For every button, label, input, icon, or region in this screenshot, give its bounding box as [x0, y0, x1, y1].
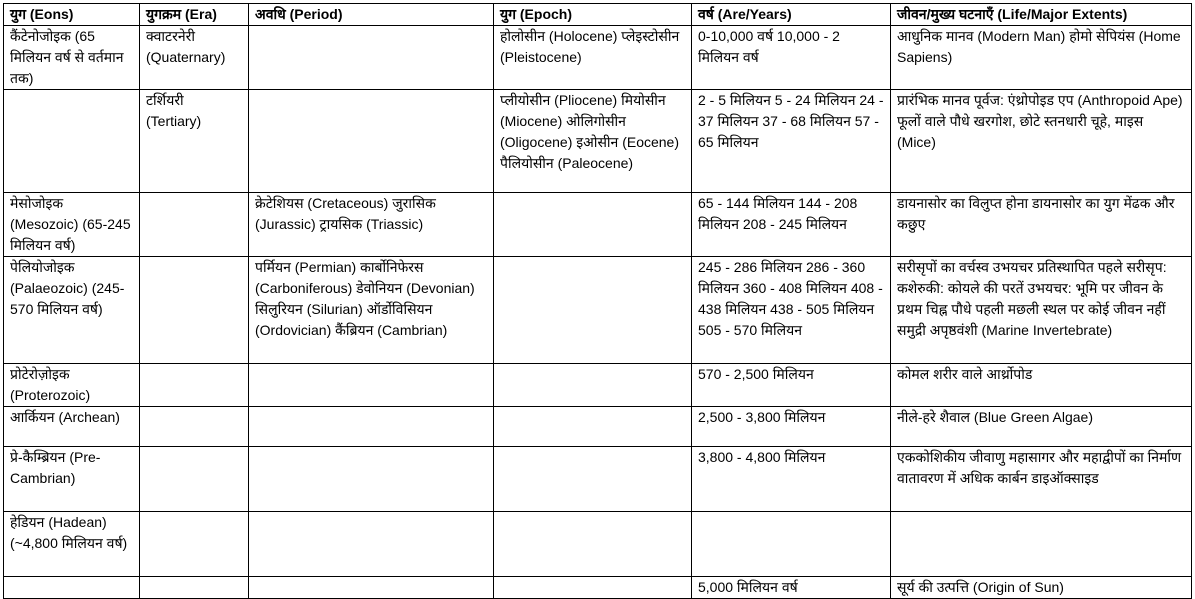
years-cell: 2,500 - 3,800 मिलियन — [692, 407, 891, 447]
period-cell — [249, 512, 494, 577]
table-row — [4, 257, 1192, 364]
eon-cell: मेसोजोइक (Mesozoic) (65-245 मिलियन वर्ष) — [4, 193, 140, 257]
epoch-cell — [494, 512, 692, 577]
life-events-cell: नीले-हरे शैवाल (Blue Green Algae) — [891, 407, 1192, 447]
eon-cell: आर्कियन (Archean) — [4, 407, 140, 447]
life-events-cell: प्रारंभिक मानव पूर्वज: एंथ्रोपोइड एप (Anthropoid Ape) फूलों वाले पौधे खरगोश, छोटे स्तनधारी चूहे, माइस (Mice) — [891, 90, 1192, 193]
life-events-cell — [891, 512, 1192, 577]
period-cell: क्रेटेशियस (Cretaceous) जुरासिक (Jurassic) ट्रायसिक (Triassic) — [249, 193, 494, 257]
life-events-cell: एककोशिकीय जीवाणु महासागर और महाद्वीपों का निर्माण वातावरण में अधिक कार्बन डाइऑक्साइड — [891, 447, 1192, 512]
period-cell: पर्मियन (Permian) कार्बोनिफेरस (Carboniferous) डेवोनियन (Devonian) सिलुरियन (Silurian) ऑर्डोविसियन (Ordovician) कैंब्रियन (Cambrian) — [249, 257, 494, 364]
period-cell — [249, 577, 494, 599]
years-cell: 245 - 286 मिलियन 286 - 360 मिलियन 360 - 408 मिलियन 408 - 438 मिलियन 438 - 505 मिलियन 505 - 570 मिलियन — [692, 257, 891, 364]
era-cell: टर्शियरी (Tertiary) — [140, 90, 249, 193]
header-years: वर्ष (Are/Years) — [692, 4, 891, 26]
eon-cell: प्रोटेरोज़ोइक (Proterozoic) — [4, 364, 140, 407]
table-row — [4, 364, 1192, 407]
years-cell: 0-10,000 वर्ष 10,000 - 2 मिलियन वर्ष — [692, 26, 891, 90]
life-events-cell: सूर्य की उत्पत्ति (Origin of Sun) — [891, 577, 1192, 599]
eon-cell: प्रे-कैम्ब्रियन (Pre-Cambrian) — [4, 447, 140, 512]
table-row — [4, 193, 1192, 257]
years-cell: 2 - 5 मिलियन 5 - 24 मिलियन 24 - 37 मिलियन 37 - 68 मिलियन 57 - 65 मिलियन — [692, 90, 891, 193]
epoch-cell — [494, 447, 692, 512]
life-events-cell: सरीसृपों का वर्चस्व उभयचर प्रतिस्थापित पहले सरीसृप: कशेरुकी: कोयले की परतें उभयचर: भूमि पर जीवन के प्रथम चिह्न पौधे पहली मछली स्थल पर कोई जीवन नहीं समुद्री अपृष्ठवंशी (Marine Invertebrate) — [891, 257, 1192, 364]
header-eons: युग (Eons) — [4, 4, 140, 26]
era-cell — [140, 407, 249, 447]
table-row — [4, 512, 1192, 577]
eon-cell: पेलियोजोइक (Palaeozoic) (245-570 मिलियन वर्ष) — [4, 257, 140, 364]
years-cell: 570 - 2,500 मिलियन — [692, 364, 891, 407]
header-era: युगक्रम (Era) — [140, 4, 249, 26]
era-cell — [140, 257, 249, 364]
eon-cell — [4, 90, 140, 193]
epoch-cell — [494, 257, 692, 364]
period-cell — [249, 447, 494, 512]
header-epoch: युग (Epoch) — [494, 4, 692, 26]
eon-cell: कैंटेनोजोइक (65 मिलियन वर्ष से वर्तमान तक) — [4, 26, 140, 90]
era-cell — [140, 364, 249, 407]
table-body — [4, 26, 1192, 599]
era-cell: क्वाटरनेरी (Quaternary) — [140, 26, 249, 90]
years-cell: 5,000 मिलियन वर्ष — [692, 577, 891, 599]
epoch-cell — [494, 364, 692, 407]
era-cell — [140, 512, 249, 577]
years-cell — [692, 512, 891, 577]
epoch-cell — [494, 577, 692, 599]
life-events-cell: कोमल शरीर वाले आर्थ्रोपोड — [891, 364, 1192, 407]
era-cell — [140, 447, 249, 512]
period-cell — [249, 26, 494, 90]
epoch-cell — [494, 193, 692, 257]
table-row — [4, 26, 1192, 90]
header-life-events: जीवन/मुख्य घटनाएँ (Life/Major Extents) — [891, 4, 1192, 26]
epoch-cell: प्लीयोसीन (Pliocene) मियोसीन (Miocene) ओलिगोसीन (Oligocene) इओसीन (Eocene) पैलियोसीन (Paleocene) — [494, 90, 692, 193]
table-row — [4, 90, 1192, 193]
table-header-row — [4, 4, 1192, 26]
years-cell: 65 - 144 मिलियन 144 - 208 मिलियन 208 - 245 मिलियन — [692, 193, 891, 257]
geologic-time-table — [3, 3, 1192, 599]
epoch-cell: होलोसीन (Holocene) प्लेइस्टोसीन (Pleistocene) — [494, 26, 692, 90]
eon-cell: हेडियन (Hadean) (~4,800 मिलियन वर्ष) — [4, 512, 140, 577]
table-row — [4, 447, 1192, 512]
period-cell — [249, 407, 494, 447]
life-events-cell: आधुनिक मानव (Modern Man) होमो सेपियंस (Home Sapiens) — [891, 26, 1192, 90]
period-cell — [249, 364, 494, 407]
table-row — [4, 577, 1192, 599]
epoch-cell — [494, 407, 692, 447]
eon-cell — [4, 577, 140, 599]
header-period: अवधि (Period) — [249, 4, 494, 26]
era-cell — [140, 577, 249, 599]
life-events-cell: डायनासोर का विलुप्त होना डायनासोर का युग मेंढक और कछुए — [891, 193, 1192, 257]
era-cell — [140, 193, 249, 257]
period-cell — [249, 90, 494, 193]
years-cell: 3,800 - 4,800 मिलियन — [692, 447, 891, 512]
table-row — [4, 407, 1192, 447]
